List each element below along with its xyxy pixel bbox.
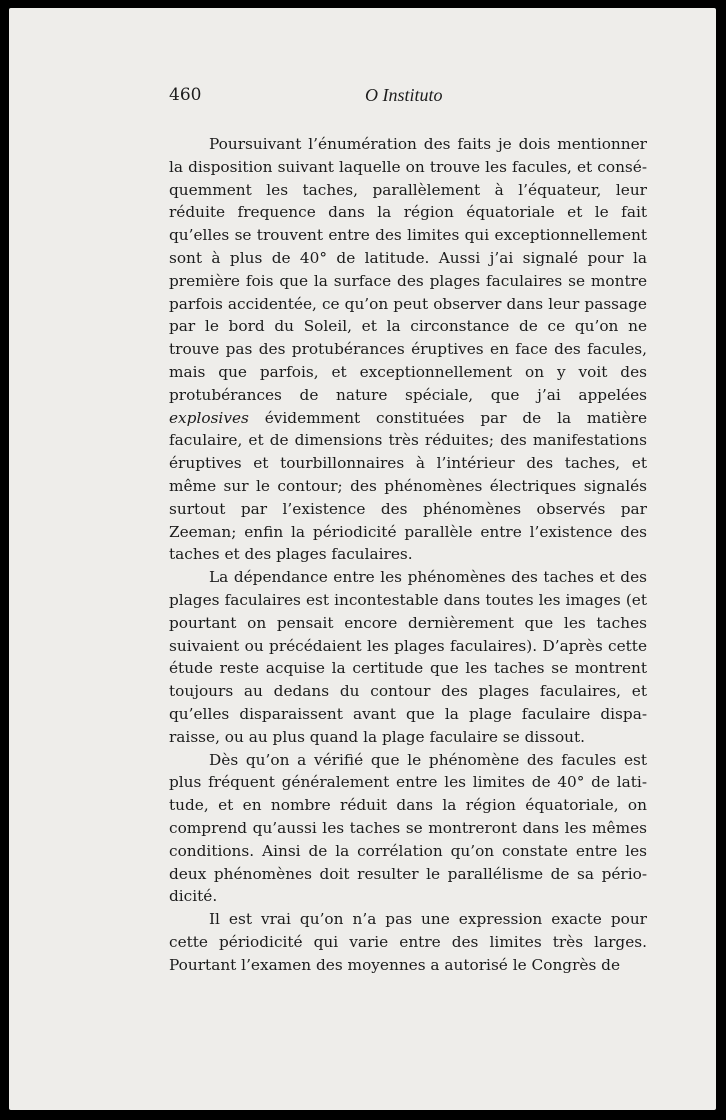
paragraph-1-end: évidemment constituées par de la matière faculaire, et de dimensions très réduites; des manifestations éruptives et tourbillonnaires à l’intérieur des taches, et même sur le contour; des phénomènes électriques signalés surtout par l’existence des phénomènes observés par Zeeman; enfin la périodicité parallèle entre l’existence des taches et des plages faculaires. [169, 408, 647, 564]
paragraph-3: Dès qu’on a vérifié que le phénomène des facules est plus fréquent généralement entre les limites de 40° de latitude, et en nombre réduit dans la région équatoriale, on comprend qu’aussi les taches se montreront dans les mêmes conditions. Ainsi de la corrélation qu’on constate entre les deux phénomènes doit resulter le parallélisme de sa périodicité. [169, 750, 647, 906]
emphasized-word: explosives [169, 408, 249, 427]
document-page [9, 8, 716, 1110]
paragraph-2: La dépendance entre les phénomènes des taches et des plages faculaires est incontestable dans toutes les images (et pourtant on pensait encore dernièrement que les taches suivaient ou précédaient les plages faculaires). D’après cette étude reste acquise la certitude que les taches se montrent toujours au dedans du contour des plages faculaires, et qu’elles disparaissent avant que la plage faculaire disparaisse, ou au plus quand la plage faculaire se dissout. [169, 568, 647, 746]
paragraph-1-start: Poursuivant l’énumération des faits je dois mentionner la disposition suivant laquelle on trouve les facules, et conséquemment les taches, parallèlement à l’équateur, leur réduite frequence dans la région équatoriale et le fait qu’elles se trouvent entre des limites qui exceptionnellement sont à plus de 40° de latitude. Aussi j’ai signalé pour la première fois que la surface des plages faculaires se montre parfois accidentée, ce qu’on peut observer dans leur passage par le bord du Soleil, et la circonstance de ce qu’on ne trouve pas des protubérances éruptives en face des facules, mais que parfois, et exceptionnellement on y voit des protubérances de nature spéciale, que j’ai appelées [169, 135, 647, 404]
paragraph-4: Il est vrai qu’on n’a pas une expression exacte pour cette périodicité qui varie entre des limites très larges. Pourtant l’examen des moyennes a autorisé le Congrès de [169, 910, 647, 974]
paragraph-1 [169, 133, 647, 566]
page-number: 460 [169, 85, 202, 105]
body-text [169, 133, 647, 976]
journal-title: O Instituto [365, 85, 443, 105]
running-header [169, 85, 639, 109]
